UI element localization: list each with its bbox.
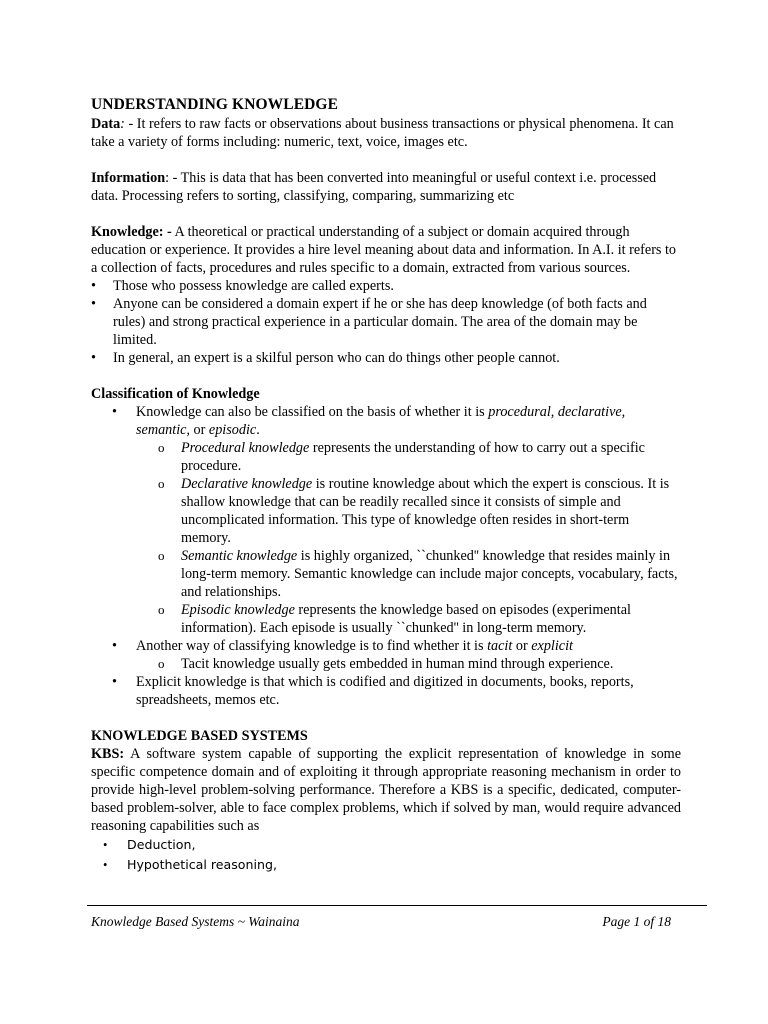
list-item: • In general, an expert is a skilful person who can do things other people cannot. — [91, 349, 681, 367]
sub-list-item: o Tacit knowledge usually gets embedded in human mind through experience. — [91, 655, 681, 673]
list-item: • Deduction, — [91, 835, 681, 855]
knowledge-definition — [91, 223, 681, 277]
data-text: - It refers to raw facts or observations about business transactions or physical phenomena. It can take a variety of forms including: numeric, text, voice, images etc. — [91, 116, 674, 150]
knowledge-bullet-list — [91, 277, 681, 367]
kbs-definition — [91, 745, 681, 835]
sub-list-item-term: Procedural knowledge — [181, 440, 310, 456]
list-item-italic: explicit — [531, 638, 573, 654]
sub-list-item-term: Semantic knowledge — [181, 548, 298, 564]
footer-left: Knowledge Based Systems ~ Wainaina — [91, 914, 300, 929]
document-page — [91, 95, 681, 875]
list-item — [91, 637, 681, 673]
kbs-heading — [91, 727, 681, 745]
classification-heading — [91, 385, 681, 403]
list-item-italic: episodic — [208, 422, 257, 438]
sub-list-item-text: is routine knowledge about which the expert is conscious. It is shallow knowledge that can be readily recalled since it consists of simple and uncomplicated information. This type of knowledge often resides in short-term memory. — [181, 476, 670, 546]
list-item-text: Knowledge can also be classified on the basis of whether it is — [136, 404, 489, 420]
page-footer — [91, 913, 671, 931]
sub-list-item-term: Declarative knowledge — [181, 476, 313, 492]
list-item — [91, 403, 681, 637]
sub-list-item — [91, 439, 681, 475]
page-title: UNDERSTANDING KNOWLEDGE — [91, 96, 339, 113]
information-text: : - This is data that has been converted into meaningful or useful context i.e. processed data. Processing refers to sorting, classifying, comparing, summarizing etc — [91, 170, 657, 204]
classification-list — [91, 403, 681, 709]
list-item: • Explicit knowledge is that which is codified and digitized in documents, books, reports, spreadsheets, memos etc. — [91, 673, 681, 709]
classification-heading-text: Classification of Knowledge — [91, 386, 260, 402]
information-definition — [91, 169, 681, 205]
list-item-text: . — [256, 422, 260, 438]
list-item-text: or — [189, 422, 209, 438]
kbs-text: A software system capable of supporting the explicit representation of knowledge in some specific competence domain and of exploiting it through appropriate reasoning mechanism in order to provide high-level problem-solving performance. Therefore a KBS is a specific, dedicated, computer-based problem-solver, able to face complex problems, which if solved by man, would require advanced reasoning capabilities such as — [91, 746, 681, 834]
list-item: • Those who possess knowledge are called experts. — [91, 277, 681, 295]
knowledge-text: A theoretical or practical understanding of a subject or domain acquired through education or experience. It provides a hire level meaning about data and information. In A.I. it refers to a collection of facts, procedures and rules specific to a domain, extracted from various sources. — [91, 224, 677, 276]
sub-list — [91, 439, 681, 637]
information-term: Information — [91, 170, 166, 186]
list-item-text: or — [512, 638, 532, 654]
sub-list-item-text: is highly organized, ``chunked'' knowledge that resides mainly in long-term memory. Semantic knowledge can include major concepts, vocabulary, facts, and relationships. — [181, 548, 678, 600]
sub-list-item-text: represents the understanding of how to carry out a specific procedure. — [181, 440, 645, 474]
sub-list-item — [91, 601, 681, 637]
data-colon: : — [120, 116, 125, 132]
footer-divider — [87, 905, 707, 906]
list-item: • Anyone can be considered a domain expert if he or she has deep knowledge (of both facts and rules) and strong practical experience in a particular domain. The area of the domain may be limited. — [91, 295, 681, 349]
sub-list-item-text: represents the knowledge based on episodes (experimental information). Each episode is usually ``chunked'' in long-term memory. — [181, 602, 631, 636]
sub-list-item — [91, 547, 681, 601]
kbs-bullet-list — [91, 835, 681, 875]
kbs-term: KBS: — [91, 746, 125, 762]
sub-list-item — [91, 475, 681, 547]
sub-list — [91, 655, 681, 673]
kbs-heading-text: KNOWLEDGE BASED SYSTEMS — [91, 728, 308, 744]
data-term: Data — [91, 116, 121, 132]
list-item-italic: procedural, declarative, semantic, — [136, 404, 626, 438]
knowledge-term: Knowledge: - — [91, 224, 172, 240]
data-definition — [91, 115, 681, 151]
list-item-italic: tacit — [487, 638, 513, 654]
sub-list-item-term: Episodic knowledge — [181, 602, 295, 618]
page-number: Page 1 of 18 — [602, 914, 671, 929]
list-item-text: Another way of classifying knowledge is to find whether it is — [136, 638, 488, 654]
list-item: • Hypothetical reasoning, — [91, 855, 681, 875]
